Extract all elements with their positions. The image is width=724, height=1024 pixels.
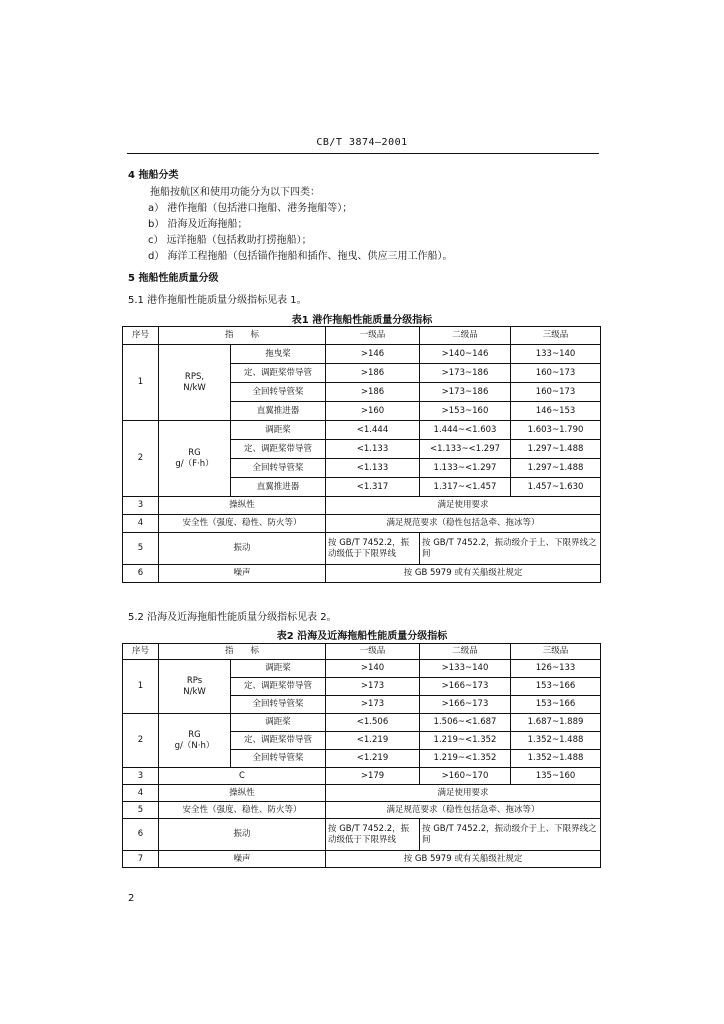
row-no: 3 — [123, 497, 159, 515]
cell-grade-2: >166~173 — [420, 678, 511, 696]
section-5-2-text: 5.2 沿海及近海拖船性能质量分级指标见表 2。 — [128, 612, 337, 623]
sub-indicator: 全回转导管桨 — [231, 459, 326, 478]
row-indicator: 操纵性 — [159, 785, 326, 802]
table-row — [123, 785, 601, 802]
cell-grade-1: >140 — [326, 660, 420, 678]
cell-grade-1: 按 GB/T 7452.2，振动级低于下限界线 — [326, 533, 420, 565]
header-indicator: 指 标 — [159, 644, 326, 660]
cell-grade-2: 1.317~<1.457 — [420, 478, 511, 497]
table-row — [123, 660, 601, 678]
sub-indicator: 直翼推进器 — [231, 478, 326, 497]
cell-grade-3: 1.297~1.488 — [511, 459, 601, 478]
table-row — [123, 421, 601, 440]
row-no: 6 — [123, 819, 159, 851]
cell-grade-1: <1.219 — [326, 750, 420, 768]
table-2 — [122, 643, 601, 868]
row-value: 满足规范要求（稳性包括急牵、拖冰等） — [326, 802, 601, 819]
document-header: CB/T 3874—2001 — [316, 137, 408, 148]
row-no: 1 — [123, 660, 159, 714]
row-value: 满足规范要求（稳性包括急牵、拖冰等） — [326, 515, 601, 533]
table-row — [123, 768, 601, 785]
cell-grade-2-3: 按 GB/T 7452.2，振动级介于上、下限界线之间 — [420, 819, 601, 851]
row-indicator: 振动 — [159, 533, 326, 565]
metric-label — [159, 421, 231, 497]
section-5-title: 5 拖船性能质量分级 — [128, 273, 219, 284]
row-no: 3 — [123, 768, 159, 785]
cell-grade-3: 146~153 — [511, 402, 601, 421]
page-number: 2 — [128, 893, 135, 904]
table-row — [123, 819, 601, 851]
cell-grade-2: >173~186 — [420, 364, 511, 383]
section-4-intro: 拖船按航区和使用功能分为以下四类： — [150, 187, 320, 198]
cell-grade-3: 153~166 — [511, 696, 601, 714]
table-row — [123, 565, 601, 583]
table-row — [123, 533, 601, 565]
cell-grade-2: >160~170 — [420, 768, 511, 785]
cell-grade-1: >179 — [326, 768, 420, 785]
cell-grade-1: <1.317 — [326, 478, 420, 497]
table-row — [123, 345, 601, 364]
cell-grade-3: 1.457~1.630 — [511, 478, 601, 497]
row-indicator: 操纵性 — [159, 497, 326, 515]
cell-grade-1: >173 — [326, 678, 420, 696]
cell-grade-3: 135~160 — [511, 768, 601, 785]
metric-label — [159, 714, 231, 768]
table-row — [123, 851, 601, 868]
row-indicator: C — [159, 768, 326, 785]
cell-grade-1: <1.133 — [326, 440, 420, 459]
header-grade-3: 三级品 — [511, 644, 601, 660]
sub-indicator: 拖曳桨 — [231, 345, 326, 364]
row-value: 按 GB 5979 或有关船级社规定 — [326, 565, 601, 583]
table-2-caption: 表2 沿海及近海拖船性能质量分级指标 — [276, 631, 448, 642]
cell-grade-3: 133~140 — [511, 345, 601, 364]
cell-grade-3: 1.297~1.488 — [511, 440, 601, 459]
sub-indicator: 定、调距桨带导管 — [231, 732, 326, 750]
metric-unit: N/kW — [183, 382, 206, 393]
cell-grade-2: >166~173 — [420, 696, 511, 714]
sub-indicator: 定、调距桨带导管 — [231, 678, 326, 696]
table-row — [123, 497, 601, 515]
cell-grade-2: >133~140 — [420, 660, 511, 678]
row-no: 4 — [123, 785, 159, 802]
row-no: 4 — [123, 515, 159, 533]
cell-grade-2: <1.133~<1.297 — [420, 440, 511, 459]
cell-grade-2: 1.506~<1.687 — [420, 714, 511, 732]
header-grade-1: 一级品 — [326, 644, 420, 660]
table-1-header-row — [123, 327, 601, 345]
table-row — [123, 515, 601, 533]
header-grade-1: 一级品 — [326, 327, 420, 345]
sub-indicator: 全回转导管桨 — [231, 383, 326, 402]
cell-grade-3: 126~133 — [511, 660, 601, 678]
metric-symbol: RPs — [186, 675, 203, 686]
header-no: 序号 — [123, 644, 159, 660]
cell-grade-3: 160~173 — [511, 383, 601, 402]
row-no: 5 — [123, 802, 159, 819]
row-no: 7 — [123, 851, 159, 868]
row-value: 满足使用要求 — [326, 785, 601, 802]
cell-grade-1: <1.133 — [326, 459, 420, 478]
row-indicator: 噪声 — [159, 565, 326, 583]
metric-unit: g/（N·h） — [174, 740, 215, 751]
metric-symbol: RPS, — [184, 371, 205, 382]
section-4-item-d: d） 海洋工程拖船（包括锚作拖船和插作、拖曳、供应三用工作船）。 — [148, 251, 453, 262]
row-indicator: 噪声 — [159, 851, 326, 868]
row-value: 按 GB 5979 或有关船级社规定 — [326, 851, 601, 868]
cell-grade-2: 1.219~<1.352 — [420, 750, 511, 768]
cell-grade-1: <1.219 — [326, 732, 420, 750]
cell-grade-1: <1.506 — [326, 714, 420, 732]
row-value: 满足使用要求 — [326, 497, 601, 515]
cell-grade-3: 1.352~1.488 — [511, 732, 601, 750]
cell-grade-1: <1.444 — [326, 421, 420, 440]
table-2-header-row — [123, 644, 601, 660]
sub-indicator: 调距桨 — [231, 421, 326, 440]
cell-grade-2: >173~186 — [420, 383, 511, 402]
section-4-item-c: c） 远洋拖船（包括救助打捞拖船）； — [148, 235, 312, 246]
section-4-title: 4 拖船分类 — [128, 170, 179, 181]
cell-grade-1: >186 — [326, 364, 420, 383]
metric-symbol: RG — [188, 447, 201, 458]
sub-indicator: 调距桨 — [231, 714, 326, 732]
metric-symbol: RG — [188, 729, 201, 740]
sub-indicator: 调距桨 — [231, 660, 326, 678]
header-rule — [127, 153, 599, 154]
cell-grade-3: 153~166 — [511, 678, 601, 696]
sub-indicator: 全回转导管桨 — [231, 750, 326, 768]
cell-grade-2: 1.219~<1.352 — [420, 732, 511, 750]
sub-indicator: 直翼推进器 — [231, 402, 326, 421]
row-no: 2 — [123, 714, 159, 768]
header-no: 序号 — [123, 327, 159, 345]
section-4-item-a: a） 港作拖船（包括港口拖船、港务拖船等）； — [148, 203, 353, 214]
table-row — [123, 802, 601, 819]
cell-grade-1: >146 — [326, 345, 420, 364]
cell-grade-3: 160~173 — [511, 364, 601, 383]
header-grade-2: 二级品 — [420, 327, 511, 345]
sub-indicator: 定、调距桨带导管 — [231, 364, 326, 383]
cell-grade-1: >173 — [326, 696, 420, 714]
metric-unit: N/kW — [183, 686, 206, 697]
row-no: 5 — [123, 533, 159, 565]
table-1 — [122, 326, 601, 583]
sub-indicator: 全回转导管桨 — [231, 696, 326, 714]
section-4-item-b: b） 沿海及近海拖船； — [148, 219, 248, 230]
metric-unit: g/（F·h） — [175, 458, 214, 469]
cell-grade-2: 1.444~<1.603 — [420, 421, 511, 440]
header-indicator: 指 标 — [159, 327, 326, 345]
header-grade-2: 二级品 — [420, 644, 511, 660]
cell-grade-1: >186 — [326, 383, 420, 402]
cell-grade-3: 1.603~1.790 — [511, 421, 601, 440]
table-row — [123, 714, 601, 732]
cell-grade-3: 1.687~1.889 — [511, 714, 601, 732]
cell-grade-2: >153~160 — [420, 402, 511, 421]
row-no: 2 — [123, 421, 159, 497]
cell-grade-2: 1.133~<1.297 — [420, 459, 511, 478]
row-no: 6 — [123, 565, 159, 583]
row-no: 1 — [123, 345, 159, 421]
header-grade-3: 三级品 — [511, 327, 601, 345]
cell-grade-1: 按 GB/T 7452.2，振动级低于下限界线 — [326, 819, 420, 851]
cell-grade-2: >140~146 — [420, 345, 511, 364]
sub-indicator: 定、调距桨带导管 — [231, 440, 326, 459]
cell-grade-1: >160 — [326, 402, 420, 421]
table-1-caption: 表1 港作拖船性能质量分级指标 — [291, 315, 433, 326]
section-5-1-text: 5.1 港作拖船性能质量分级指标见表 1。 — [128, 295, 307, 306]
cell-grade-3: 1.352~1.488 — [511, 750, 601, 768]
row-indicator: 振动 — [159, 819, 326, 851]
row-indicator: 安全性（强度、稳性、防火等） — [159, 515, 326, 533]
cell-grade-2-3: 按 GB/T 7452.2，振动级介于上、下限界线之间 — [420, 533, 601, 565]
metric-label — [159, 345, 231, 421]
row-indicator: 安全性（强度、稳性、防火等） — [159, 802, 326, 819]
metric-label — [159, 660, 231, 714]
